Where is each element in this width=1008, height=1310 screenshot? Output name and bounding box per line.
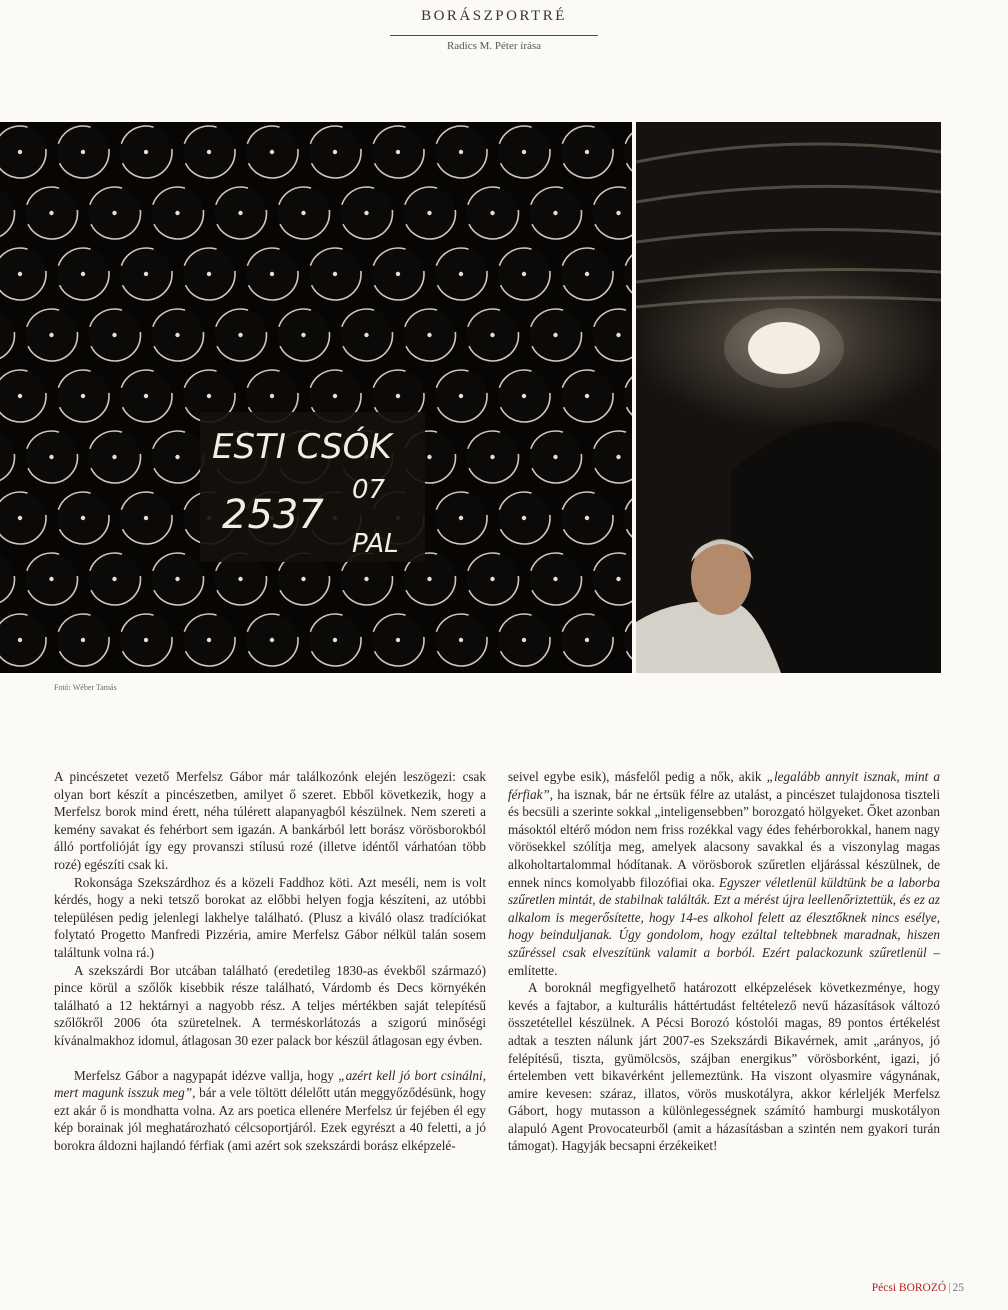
bottle-punt: [81, 516, 85, 520]
bottle-punt: [396, 150, 400, 154]
bottle-punt: [144, 150, 148, 154]
chalk-year: 07: [352, 475, 386, 505]
paragraph: A pincészetet vezető Merfelsz Gábor már találkozónk elején leszögezi: csak olyan bort készít a pincészetben, amilyet ő szeret. Ebből következik, hogy a Merfelsz borok mind érett, néha túlérett alapanyagból készülnek. Nem szereti a kemény savakat és fehérbort sem igazán. A bankárból lett borász vörösborokból álló portfolióját így egy provanszi stílusú rozé (illetve idéntől várhatóan több rozé) egészíti csak ki.: [54, 769, 486, 872]
photo-bottles: [0, 122, 632, 673]
chalk-initials: PAL: [352, 529, 399, 559]
bottle-punt: [427, 333, 431, 337]
paragraph: A boroknál megfigyelhető határozott elképzelések következménye, hogy kevés a fajtabor, a kulturális háttértudást feltételező nevű házasítások változó összetétellel készülnek. A Pécsi Borozó kóstolói magas, 89 pontos értékelést adtak a teszten nálunk járt 2007-es Szekszárdi Bikavérnek, amit „arányos, jó felépítésű, tiszta, gyümölcsös, szájban energikus” vörösborként, igazi, jó értelemben vett bikavérként jellemeztünk. Ha viszont olyasmire vágynának, amire kevesen: száraz, illatos, vörös muskotályra, akkor kérleljék Merfelsz Gábort, hogy mutasson a különlegességnek számító hamburgi muskotályon alapuló Agent Provocateurből (amit a házasításban a szintén nem gyakori turán támogat). Hagyják becsapni érzékeiket!: [508, 980, 940, 1154]
bottle-punt: [522, 516, 526, 520]
bottle-punt: [396, 394, 400, 398]
bottle-punt: [490, 455, 494, 459]
bottle-punt: [616, 577, 620, 581]
bottle-punt: [585, 394, 589, 398]
bottle-punt: [112, 455, 116, 459]
bottle-grid: [0, 126, 632, 673]
bottle-punt: [553, 577, 557, 581]
paragraph: Rokonsága Szekszárdhoz és a közeli Faddhoz köti. Azt meséli, nem is volt kérdés, hogy a neki tetsző borokat az előbbi helyen fogja készíteni, az utóbbi településen pedig jelenlegi lakhelye található. (Plusz a kiváló olasz tradíciókat folytató Progetto Manfredi Pizzéria, amire Merfelsz Gábor nélkül talán sosem találtunk volna rá.): [54, 874, 486, 960]
chalk-number: 2537: [222, 492, 324, 538]
paragraph: Merfelsz Gábor a nagypapát idézve vallja, hogy „azért kell jó bort csinálni, mert magunk isszuk meg”, bár a vele töltött délelőtt után meggyőződésünk, hogy ezt akár ő is mondhatta volna. Az ars poetica ellenére Merfelsz úr fejében él egy kép borainak jól meghatározható célcsoportjáról. Ezek egyrészt a 40 feletti, a jó borokra áldozni hajlandó férfiak (ami azért sok szekszárdi borász elképzelé-: [54, 1067, 486, 1153]
bottle-punt: [333, 638, 337, 642]
quote: „azért kell jó bort csinálni, mert magunk isszuk meg”: [54, 1067, 486, 1101]
bottle-punt: [81, 394, 85, 398]
bottle-punt: [18, 272, 22, 276]
bottle-punt: [270, 394, 274, 398]
bottle-punt: [81, 150, 85, 154]
bottle-punt: [616, 211, 620, 215]
bottle-punt: [175, 211, 179, 215]
photo-credit: Fotó: Wéber Tamás: [54, 683, 117, 692]
bottle-punt: [364, 211, 368, 215]
bottle-punt: [270, 638, 274, 642]
bottle-punt: [49, 333, 53, 337]
quote: „legalább annyit isznak, mint a férfiak”: [508, 769, 940, 802]
bottle-punt: [553, 455, 557, 459]
bottle-punt: [112, 577, 116, 581]
article-column-right: [508, 768, 940, 1155]
bottle-punt: [207, 638, 211, 642]
bottle-punt: [459, 394, 463, 398]
bottle-punt: [459, 516, 463, 520]
bottle-punt: [333, 272, 337, 276]
quote: Egyszer véletlenül küldtünk be a laborba szűretlen mintát, de stabilnak találták. Ezt a mérést újra leellenőriztettük, és ez az alkalom is megerősítette, hogy 14-es alkohol felett az élesztőknek nincs esélye, hogy beinduljanak. Úgy gondolom, hogy ezáltal teltebbnek maradnak, hiszen szűréssel csak elveszítünk valamit a borból. Ezért palackozunk szűretlenül: [508, 874, 940, 960]
bottle-punt: [522, 638, 526, 642]
bottle-punt: [301, 577, 305, 581]
bottle-punt: [490, 211, 494, 215]
bottle-punt: [585, 516, 589, 520]
bottle-punt: [18, 638, 22, 642]
page-footer: [872, 1282, 964, 1294]
bottle-punt: [490, 577, 494, 581]
bottle-punt: [364, 333, 368, 337]
bottle-punt: [333, 394, 337, 398]
bottle-punt: [522, 394, 526, 398]
section-title: BORÁSZPORTRÉ: [421, 8, 567, 24]
bottle-punt: [616, 455, 620, 459]
bottle-punt: [459, 638, 463, 642]
bottle-punt: [427, 577, 431, 581]
bottle-punt: [459, 150, 463, 154]
bottle-punt: [301, 211, 305, 215]
bottle-punt: [396, 638, 400, 642]
bottle-punt: [427, 211, 431, 215]
header-rule: [390, 35, 598, 36]
bottle-punt: [207, 272, 211, 276]
bottle-punt: [585, 150, 589, 154]
bottle-punt: [301, 333, 305, 337]
bottle-punt: [49, 577, 53, 581]
bottle-punt: [175, 455, 179, 459]
bottle-punt: [459, 272, 463, 276]
bottle-punt: [49, 211, 53, 215]
bottle-punt: [585, 272, 589, 276]
bottle-punt: [18, 516, 22, 520]
cellar-vault-bricks: [636, 144, 941, 307]
bottle-punt: [238, 211, 242, 215]
bottle-punt: [18, 150, 22, 154]
bottle-punt: [144, 638, 148, 642]
bottle-punt: [490, 333, 494, 337]
bottle-punt: [49, 455, 53, 459]
bottle-punt: [616, 333, 620, 337]
cellar-portrait-image: [636, 122, 941, 673]
bottle-punt: [270, 150, 274, 154]
bottle-punt: [112, 211, 116, 215]
paragraph: A szekszárdi Bor utcában található (eredetileg 1830-as évekből származó) pince körül a szőlők kisebbik része található, Várdomb és Decs környékén található a 12 hektárnyi a nagyobb rész. A teljes mértékben saját telepítésű szőlőkről 2006 óta szüretelnek. A terméskorlátozás a szigorú minőségi kívánalmakhoz idomul, átlagosan 30 ezer palack bor készül átlagosan egy évben.: [54, 962, 486, 1048]
page-number: 25: [952, 1282, 964, 1294]
footer-separator: |: [948, 1282, 951, 1294]
bottle-punt: [144, 394, 148, 398]
chalk-wine-name: ESTI CSÓK: [212, 427, 392, 467]
bottle-punt: [238, 577, 242, 581]
bottle-punt: [144, 516, 148, 520]
magazine-name: Pécsi BOROZÓ: [871, 1282, 947, 1294]
bottle-punt: [364, 577, 368, 581]
bottle-punt: [175, 577, 179, 581]
bottle-punt: [522, 272, 526, 276]
bottle-punt: [522, 150, 526, 154]
paragraph: seivel egybe esik), másfelől pedig a nők, akik „legalább annyit isznak, mint a férfiak”, ha isznak, bár ne értsük félre az utalást, a pincészet tulajdonosa tiszteli és becsüli a szerinte sokkal „inteligensebben” borozgató hölgyeket. Őket azonban másoktól eltérő módon nem friss rozékkal vagy édes fehérborokkal, hanem nagy vörösekkel szólítja meg, amelyek alacsony savakkal és a viszonylag magas alkoholtartalommal hódítanak. A vörösborok szűretlen eljárással készülnek, de ennek nincs komolyabb filozófiai oka. Egyszer véletlenül küldtünk be a laborba szűretlen mintát, de stabilnak találták. Ezt a mérést újra leellenőriztettük, és ez az alkalom is megerősítette, hogy 14-es alkohol felett az élesztőknek nincs esélye, hogy beinduljanak. Úgy gondolom, hogy ezáltal teltebbnek maradnak, hiszen szűréssel csak elveszítünk valamit a borból. Ezért palackozunk szűretlenül – említette.: [508, 769, 941, 978]
bottle-punt: [175, 333, 179, 337]
bottle-wall-image: [0, 122, 632, 673]
byline: Radics M. Péter írása: [446, 40, 542, 52]
bottle-punt: [396, 272, 400, 276]
bottle-punt: [553, 211, 557, 215]
bottle-punt: [238, 333, 242, 337]
bottle-punt: [144, 272, 148, 276]
bottle-punt: [207, 394, 211, 398]
bottle-punt: [81, 272, 85, 276]
bottle-punt: [112, 333, 116, 337]
bottle-punt: [81, 638, 85, 642]
bottle-punt: [427, 455, 431, 459]
bottle-punt: [585, 638, 589, 642]
bottle-punt: [333, 150, 337, 154]
photo-winemaker: [636, 122, 941, 673]
bottle-punt: [553, 333, 557, 337]
bottle-punt: [270, 272, 274, 276]
bottle-punt: [18, 394, 22, 398]
bottle-punt: [207, 150, 211, 154]
article-column-left: [54, 768, 486, 1154]
